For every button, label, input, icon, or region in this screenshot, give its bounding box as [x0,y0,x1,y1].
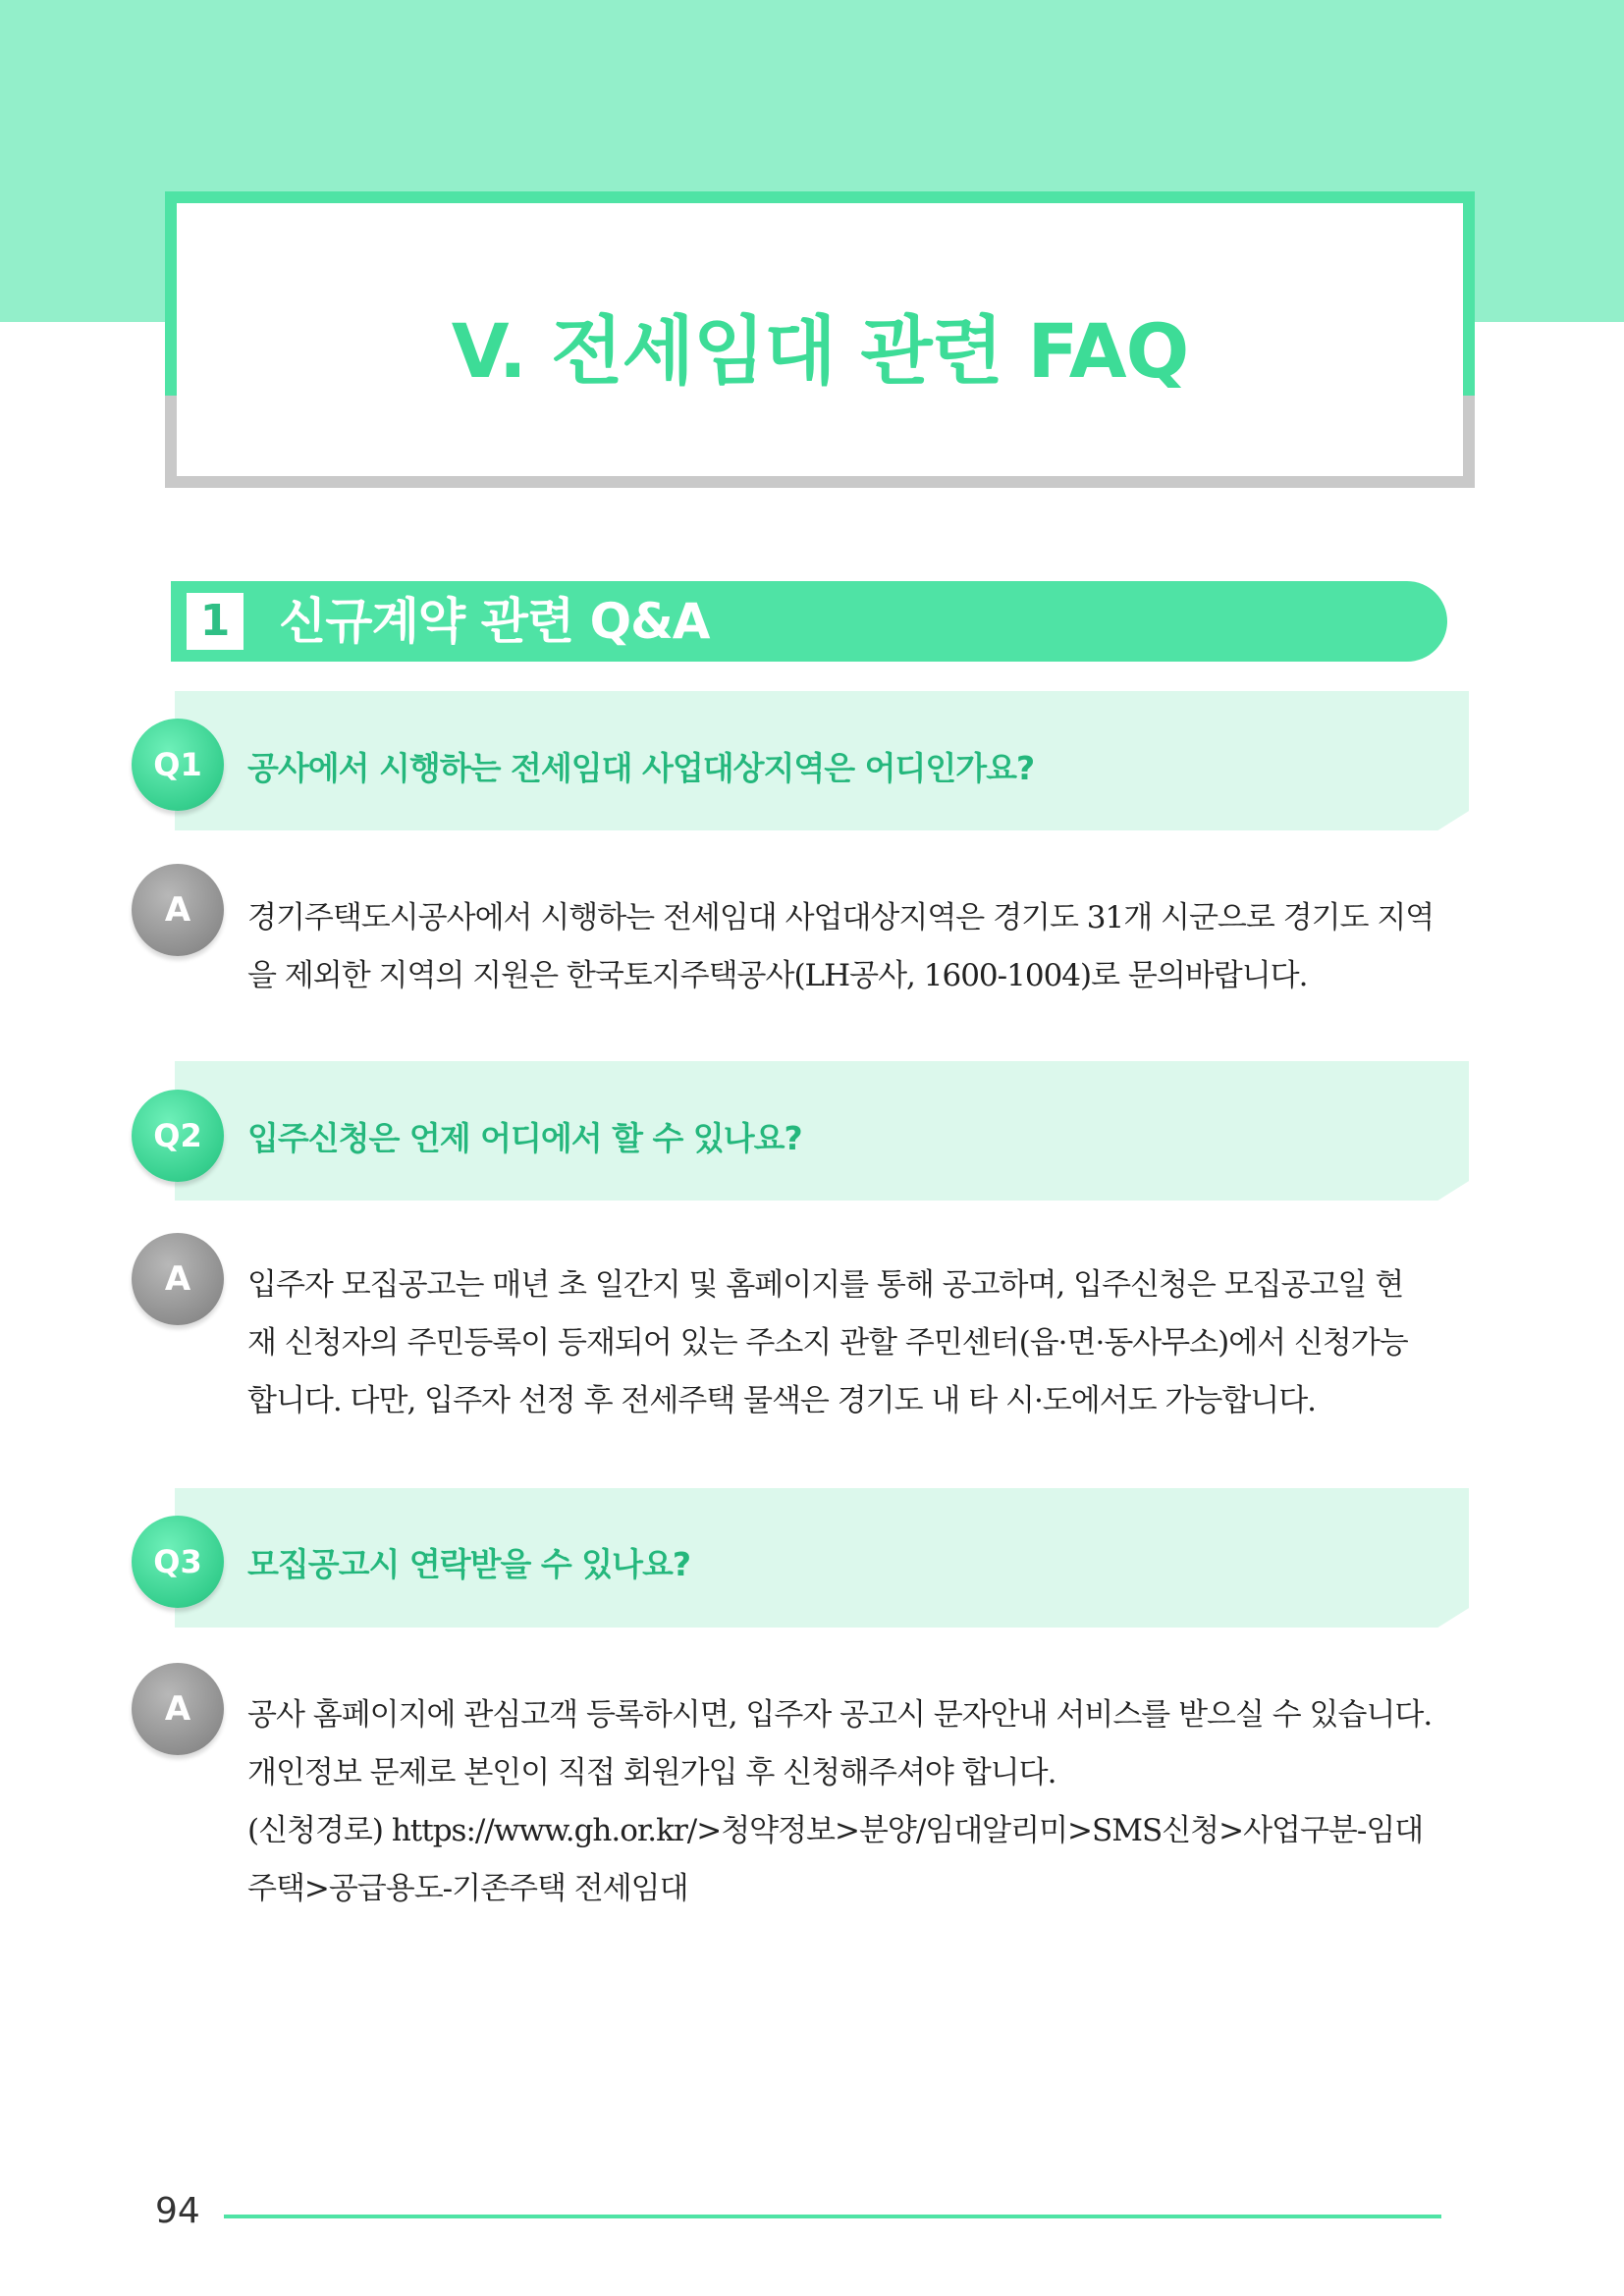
answer-badge: A [132,1233,224,1325]
answer-line: 공사 홈페이지에 관심고객 등록하시면, 입주자 공고시 문자안내 서비스를 받으실 수 있습니다. [247,1697,1433,1733]
answer-text [247,1686,1451,1918]
chapter-title: V. 전세임대 관련 FAQ [451,307,1189,395]
answer-line: (신청경로) https://www.gh.or.kr/>청약정보>분양/임대알리미>SMS신청>사업구분-임대 [247,1813,1424,1848]
answer-line: 을 제외한 지역의 지원은 한국토지주택공사(LH공사, 1600-1004)로 문의바랍니다. [247,958,1308,993]
question-text: 입주신청은 언제 어디에서 할 수 있나요? [247,1119,802,1157]
section-header-bar [171,581,1447,662]
answer-text [247,1256,1451,1430]
answer-line: 주택>공급용도-기존주택 전세임대 [247,1871,688,1906]
title-box-shadow-edge [165,396,1475,488]
answer-text [247,889,1451,1005]
answer-badge: A [132,1663,224,1755]
question-badge: Q3 [132,1516,224,1608]
question-text: 공사에서 시행하는 전세임대 사업대상지역은 어디인가요? [247,749,1035,787]
answer-line: 입주자 모집공고는 매년 초 일간지 및 홈페이지를 통해 공고하며, 입주신청은 모집공고일 현 [247,1267,1404,1303]
question-badge: Q1 [132,719,224,811]
answer-line: 개인정보 문제로 본인이 직접 회원가입 후 신청해주셔야 합니다. [247,1755,1056,1790]
footer-rule [224,2215,1441,2218]
chapter-title-box [165,191,1475,488]
question-badge: Q2 [132,1090,224,1182]
answer-line: 합니다. 다만, 입주자 선정 후 전세주택 물색은 경기도 내 타 시·도에서도 가능합니다. [247,1383,1317,1418]
section-title: 신규계약 관련 Q&A [279,593,710,650]
answer-line: 재 신청자의 주민등록이 등재되어 있는 주소지 관할 주민센터(읍·면·동사무소)에서 신청가능 [247,1325,1408,1361]
answer-badge: A [132,864,224,956]
question-text: 모집공고시 연락받을 수 있나요? [247,1545,691,1583]
answer-line: 경기주택도시공사에서 시행하는 전세임대 사업대상지역은 경기도 31개 시군으로 경기도 지역 [247,900,1435,935]
page-number: 94 [155,2191,200,2231]
section-number: 1 [187,593,244,650]
